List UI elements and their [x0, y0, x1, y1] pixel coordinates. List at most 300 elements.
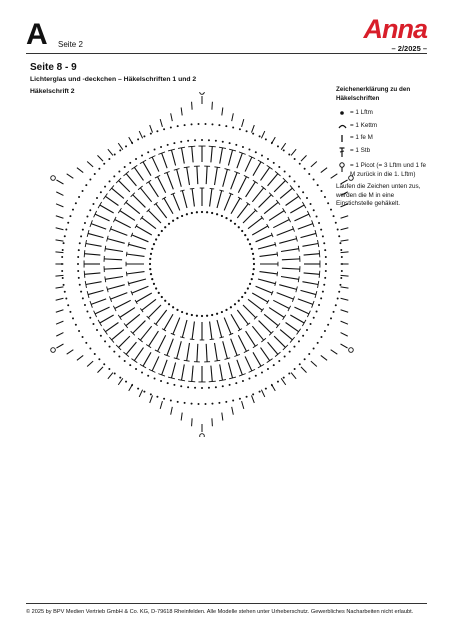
chain-stitch-mark	[320, 336, 322, 338]
stitch-mark	[152, 356, 159, 371]
stitch-mark	[126, 272, 127, 277]
chain-stitch-mark	[211, 314, 213, 316]
stitch-mark	[134, 348, 143, 361]
stitch-mark	[100, 315, 114, 323]
chain-stitch-mark	[196, 315, 198, 317]
chain-stitch-mark	[253, 258, 255, 260]
chain-stitch-mark	[137, 138, 139, 140]
stitch-mark	[271, 384, 275, 391]
stitch-mark	[231, 198, 240, 214]
stitch-mark	[252, 226, 268, 235]
stitch-mark	[56, 192, 63, 196]
chain-stitch-mark	[310, 203, 312, 205]
stitch-mark	[164, 198, 173, 214]
stitch-mark	[167, 173, 173, 190]
stitch-mark	[56, 216, 64, 219]
chain-stitch-mark	[265, 388, 267, 390]
stitch-mark	[98, 320, 102, 326]
stitch-mark	[188, 146, 195, 147]
chain-stitch-mark	[184, 124, 186, 126]
stitch-mark	[178, 380, 185, 381]
stitch-mark	[243, 210, 256, 223]
chain-stitch-mark	[82, 297, 84, 299]
stitch-mark	[180, 337, 184, 338]
chain-stitch-mark	[172, 306, 174, 308]
chain-stitch-mark	[177, 401, 179, 403]
chain-stitch-icon	[336, 109, 348, 117]
chain-stitch-mark	[129, 364, 131, 366]
stitch-mark	[115, 300, 131, 308]
stitch-mark	[301, 367, 307, 373]
chain-stitch-mark	[218, 124, 220, 126]
stitch-mark	[167, 339, 173, 356]
stitch-mark	[158, 335, 166, 351]
chain-stitch-mark	[147, 375, 149, 377]
stitch-mark	[298, 276, 299, 282]
chain-stitch-mark	[124, 166, 126, 168]
chain-stitch-mark	[194, 139, 196, 141]
chain-stitch-mark	[155, 287, 157, 289]
stitch-mark	[264, 314, 278, 325]
stitch-mark	[105, 277, 123, 280]
chain-stitch-mark	[86, 216, 88, 218]
brand-logo: Anna	[363, 14, 427, 44]
stitch-mark	[269, 211, 284, 221]
chain-stitch-mark	[230, 220, 232, 222]
stitch-mark	[280, 330, 292, 340]
chain-stitch-mark	[149, 258, 151, 260]
chain-stitch-mark	[143, 135, 145, 137]
stitch-mark	[184, 360, 190, 361]
legend-text-double: = 1 Stb	[350, 147, 371, 154]
picot-mark	[51, 348, 56, 353]
chain-stitch-mark	[306, 329, 308, 331]
chain-stitch-mark	[89, 178, 91, 180]
chain-stitch-mark	[288, 372, 290, 374]
stitch-mark	[238, 177, 246, 193]
stitch-mark	[211, 146, 212, 162]
chain-stitch-mark	[65, 228, 67, 230]
stitch-mark	[190, 188, 195, 189]
chain-stitch-mark	[298, 340, 300, 342]
chain-stitch-mark	[62, 249, 64, 251]
chain-stitch-mark	[252, 253, 254, 255]
chain-stitch-mark	[63, 242, 65, 244]
header-page-label: Seite 2	[58, 40, 83, 49]
chain-stitch-mark	[277, 381, 279, 383]
chain-stitch-mark	[255, 151, 257, 153]
stitch-mark	[120, 211, 135, 221]
picot-mark	[200, 434, 205, 437]
stitch-mark	[277, 252, 278, 257]
stitch-mark	[171, 150, 175, 165]
stitch-mark	[56, 333, 63, 337]
stitch-mark	[274, 181, 285, 192]
stitch-mark	[132, 286, 149, 293]
stitch-mark	[260, 254, 278, 256]
stitch-mark	[206, 166, 207, 184]
stitch-mark	[56, 298, 64, 300]
stitch-mark	[131, 359, 137, 363]
chain-stitch-mark	[125, 145, 127, 147]
stitch-mark	[103, 329, 107, 335]
chain-stitch-mark	[284, 355, 286, 357]
chain-stitch-mark	[201, 315, 203, 317]
picot-mark	[51, 176, 56, 181]
chain-stitch-mark	[191, 403, 193, 405]
chain-stitch-mark	[150, 273, 152, 275]
stitch-mark	[215, 343, 218, 361]
stitch-mark	[259, 195, 272, 208]
stitch-mark	[237, 153, 242, 168]
chain-stitch-mark	[221, 311, 223, 313]
stitch-mark	[181, 107, 182, 115]
stitch-mark	[253, 162, 261, 176]
chain-stitch-mark	[156, 396, 158, 398]
chain-stitch-mark	[98, 358, 100, 360]
chain-stitch-mark	[229, 142, 231, 144]
chain-stitch-mark	[153, 283, 155, 285]
stitch-mark	[182, 191, 187, 208]
stitch-mark	[258, 279, 275, 284]
stitch-mark	[171, 407, 173, 415]
stitch-mark	[273, 300, 289, 308]
stitch-mark	[164, 314, 173, 330]
chain-stitch-mark	[206, 315, 208, 317]
chain-stitch-mark	[201, 139, 203, 141]
chain-stitch-mark	[335, 304, 337, 306]
stitch-mark	[91, 224, 106, 229]
stitch-mark	[258, 364, 264, 368]
chain-stitch-mark	[180, 385, 182, 387]
stitch-mark	[133, 195, 146, 208]
stitch-mark	[187, 343, 190, 361]
stitch-mark	[237, 360, 242, 375]
stitch-mark	[279, 239, 296, 244]
chain-stitch-mark	[218, 402, 220, 404]
stitch-mark	[223, 169, 228, 186]
chain-stitch-mark	[225, 309, 227, 311]
chain-stitch-mark	[160, 380, 162, 382]
stitch-mark	[87, 162, 93, 167]
chain-stitch-mark	[161, 296, 163, 298]
legend-row-picot	[336, 162, 432, 179]
chain-stitch-mark	[104, 340, 106, 342]
stitch-mark	[182, 364, 185, 380]
chain-stitch-mark	[84, 222, 86, 224]
chain-stitch-mark	[241, 296, 243, 298]
stitch-mark	[128, 281, 129, 285]
legend-text-chain: = 1 Lftm	[350, 109, 373, 116]
stitch-mark	[55, 252, 63, 253]
stitch-mark	[281, 378, 286, 385]
chain-stitch-mark	[322, 291, 324, 293]
chain-stitch-mark	[109, 346, 111, 348]
stitch-mark	[148, 305, 161, 318]
stitch-mark	[182, 320, 187, 337]
chain-stitch-mark	[247, 287, 249, 289]
stitch-mark	[132, 235, 149, 242]
chain-stitch-mark	[147, 151, 149, 153]
stitch-mark	[291, 149, 296, 155]
chain-stitch-mark	[333, 311, 335, 313]
stitch-mark	[105, 276, 106, 282]
chain-stitch-mark	[325, 270, 327, 272]
footer-copyright: © 2025 by BPV Medien Vertrieb GmbH & Co. KG, D-79618 Rheinfelden. Alle Modelle stehen unter Urheberschutz. Gewerbliches Nacharbeiten nicht erlaubt.	[26, 609, 414, 615]
chain-stitch-mark	[204, 403, 206, 405]
chain-stitch-mark	[289, 175, 291, 177]
chain-stitch-mark	[318, 222, 320, 224]
stitch-mark	[67, 350, 74, 354]
stitch-mark	[319, 271, 320, 278]
stitch-mark	[128, 242, 129, 246]
chain-stitch-mark	[149, 268, 151, 270]
chain-stitch-mark	[176, 309, 178, 311]
stitch-mark	[251, 395, 254, 402]
chain-stitch-mark	[173, 142, 175, 144]
stitch-mark	[188, 381, 195, 382]
stitch-mark	[84, 250, 85, 257]
stitch-mark	[91, 299, 106, 304]
chain-stitch-mark	[79, 242, 81, 244]
stitch-mark	[264, 202, 278, 213]
stitch-mark	[107, 285, 124, 290]
stitch-mark	[118, 208, 121, 213]
chain-stitch-mark	[234, 223, 236, 225]
chain-stitch-mark	[100, 335, 102, 337]
stitch-mark	[57, 344, 64, 348]
stitch-mark	[180, 190, 184, 191]
chain-stitch-mark	[261, 154, 263, 156]
chain-stitch-mark	[278, 166, 280, 168]
chain-stitch-mark	[168, 303, 170, 305]
chain-stitch-mark	[261, 372, 263, 374]
stitch-mark	[140, 188, 151, 202]
chain-stitch-mark	[340, 249, 342, 251]
stitch-mark	[56, 310, 64, 313]
chain-stitch-mark	[113, 175, 115, 177]
stitch-mark	[88, 233, 103, 237]
chain-stitch-mark	[252, 273, 254, 275]
stitch-mark	[56, 287, 64, 288]
chain-stitch-mark	[198, 403, 200, 405]
chain-stitch-mark	[191, 123, 193, 125]
stitch-mark	[321, 355, 327, 360]
chain-stitch-mark	[177, 125, 179, 127]
chain-stitch-mark	[340, 277, 342, 279]
legend-text-single: = 1 fe M	[350, 134, 373, 141]
stitch-mark	[126, 174, 136, 186]
chain-stitch-mark	[94, 353, 96, 355]
chain-stitch-mark	[187, 386, 189, 388]
chain-stitch-mark	[151, 278, 153, 280]
stitch-mark	[108, 149, 113, 155]
chain-stitch-mark	[86, 310, 88, 312]
chain-stitch-mark	[61, 270, 63, 272]
stitch-mark	[142, 218, 156, 229]
stitch-mark	[281, 143, 286, 150]
stitch-mark	[217, 320, 222, 337]
chain-stitch-mark	[322, 235, 324, 237]
chain-stitch-mark	[85, 184, 87, 186]
stitch-mark	[177, 169, 182, 186]
stitch-mark	[160, 401, 162, 409]
stitch-mark	[192, 366, 193, 382]
stitch-mark	[126, 202, 140, 213]
stitch-mark	[252, 293, 268, 302]
picot-icon	[336, 162, 348, 173]
stitch-mark	[253, 180, 258, 183]
stitch-mark	[178, 147, 185, 148]
chain-stitch-mark	[62, 277, 64, 279]
stitch-mark	[129, 384, 133, 391]
chain-stitch-mark	[222, 385, 224, 387]
chain-stitch-mark	[293, 346, 295, 348]
chain-stitch-mark	[118, 171, 120, 173]
stitch-mark	[192, 102, 193, 110]
chain-stitch-mark	[173, 384, 175, 386]
single-crochet-icon	[336, 134, 348, 143]
chain-stitch-mark	[251, 248, 253, 250]
stitch-mark	[258, 160, 264, 164]
chain-stitch-mark	[149, 263, 151, 265]
stitch-mark	[140, 364, 146, 368]
chain-stitch-mark	[85, 342, 87, 344]
chain-stitch-mark	[164, 300, 166, 302]
stitch-mark	[127, 254, 145, 256]
header-letter: A	[26, 18, 48, 51]
chain-stitch-mark	[129, 162, 131, 164]
chain-stitch-mark	[259, 391, 261, 393]
chain-stitch-mark	[239, 398, 241, 400]
chain-stitch-mark	[273, 364, 275, 366]
stitch-mark	[162, 360, 167, 375]
stitch-mark	[129, 279, 146, 284]
chain-stitch-mark	[267, 158, 269, 160]
stitch-mark	[173, 194, 180, 211]
chain-stitch-mark	[302, 335, 304, 337]
stitch-mark	[290, 205, 304, 213]
chain-stitch-mark	[308, 173, 310, 175]
stitch-mark	[311, 361, 317, 366]
chain-stitch-mark	[151, 248, 153, 250]
stitch-mark	[258, 244, 275, 249]
chain-stitch-mark	[206, 211, 208, 213]
stitch-mark	[118, 143, 123, 150]
stitch-mark	[232, 113, 234, 121]
stitch-mark	[192, 418, 193, 426]
stitch-mark	[341, 252, 349, 253]
stitch-mark	[150, 125, 153, 132]
stitch-mark	[321, 168, 327, 173]
chain-stitch-mark	[172, 220, 174, 222]
chain-stitch-mark	[339, 284, 341, 286]
stitch-mark	[228, 363, 232, 378]
slip-stitch-icon	[336, 122, 348, 130]
stitch-mark	[252, 326, 263, 340]
chain-stitch-mark	[150, 253, 152, 255]
chain-stitch-mark	[299, 363, 301, 365]
chain-stitch-mark	[265, 138, 267, 140]
chain-stitch-mark	[176, 217, 178, 219]
chain-stitch-mark	[78, 196, 80, 198]
picot-mark	[200, 92, 205, 94]
stitch-mark	[282, 259, 300, 260]
chain-stitch-mark	[78, 330, 80, 332]
chain-stitch-mark	[341, 270, 343, 272]
chain-stitch-mark	[186, 213, 188, 215]
stitch-mark	[112, 188, 124, 198]
chain-stitch-mark	[150, 133, 152, 135]
crochet-diagram-stitches	[51, 92, 354, 437]
stitch-mark	[86, 244, 102, 247]
stitch-mark	[210, 339, 215, 340]
stitch-mark	[290, 315, 304, 323]
stitch-mark	[127, 272, 145, 274]
chain-stitch-mark	[119, 377, 121, 379]
chain-stitch-mark	[246, 130, 248, 132]
legend-title: Zeichenerklärung zu den Häkelschriften	[336, 86, 411, 102]
stitch-mark	[84, 273, 100, 274]
chain-stitch-mark	[252, 133, 254, 135]
chain-stitch-mark	[215, 140, 217, 142]
stitch-mark	[219, 147, 226, 148]
stitch-mark	[211, 366, 212, 382]
stitch-mark	[246, 331, 256, 346]
stitch-mark	[267, 165, 273, 169]
stitch-mark	[103, 193, 107, 199]
chain-stitch-mark	[255, 375, 257, 377]
stitch-mark	[261, 390, 264, 397]
chain-stitch-mark	[163, 128, 165, 130]
chain-stitch-mark	[109, 180, 111, 182]
chain-stitch-mark	[78, 249, 80, 251]
chain-stitch-mark	[143, 391, 145, 393]
chain-stitch-mark	[141, 372, 143, 374]
chain-stitch-mark	[333, 215, 335, 217]
chain-stitch-mark	[323, 284, 325, 286]
chain-stitch-mark	[313, 209, 315, 211]
stitch-mark	[156, 310, 167, 324]
chain-stitch-mark	[320, 229, 322, 231]
stitch-mark	[237, 204, 248, 218]
chain-stitch-mark	[96, 329, 98, 331]
chain-stitch-mark	[69, 311, 71, 313]
picot-mark	[349, 348, 354, 353]
chain-stitch-mark	[82, 336, 84, 338]
chain-stitch-mark	[194, 387, 196, 389]
chain-stitch-mark	[77, 256, 79, 258]
stitch-mark	[209, 381, 216, 382]
stitch-mark	[111, 293, 128, 299]
chain-stitch-mark	[108, 368, 110, 370]
chain-stitch-mark	[232, 399, 234, 401]
stitch-mark	[277, 272, 278, 277]
stitch-mark	[231, 339, 237, 356]
stitch-mark	[222, 413, 223, 421]
stitch-mark	[87, 361, 93, 366]
stitch-mark	[243, 305, 256, 318]
chain-stitch-mark	[114, 372, 116, 374]
chain-stitch-mark	[318, 304, 320, 306]
chain-stitch-mark	[283, 377, 285, 379]
chain-stitch-mark	[158, 234, 160, 236]
stitch-mark	[286, 196, 299, 205]
section-title: Seite 8 - 9	[30, 62, 77, 73]
legend-row-slip	[336, 122, 432, 131]
chain-stitch-mark	[170, 399, 172, 401]
chain-stitch-mark	[299, 163, 301, 165]
